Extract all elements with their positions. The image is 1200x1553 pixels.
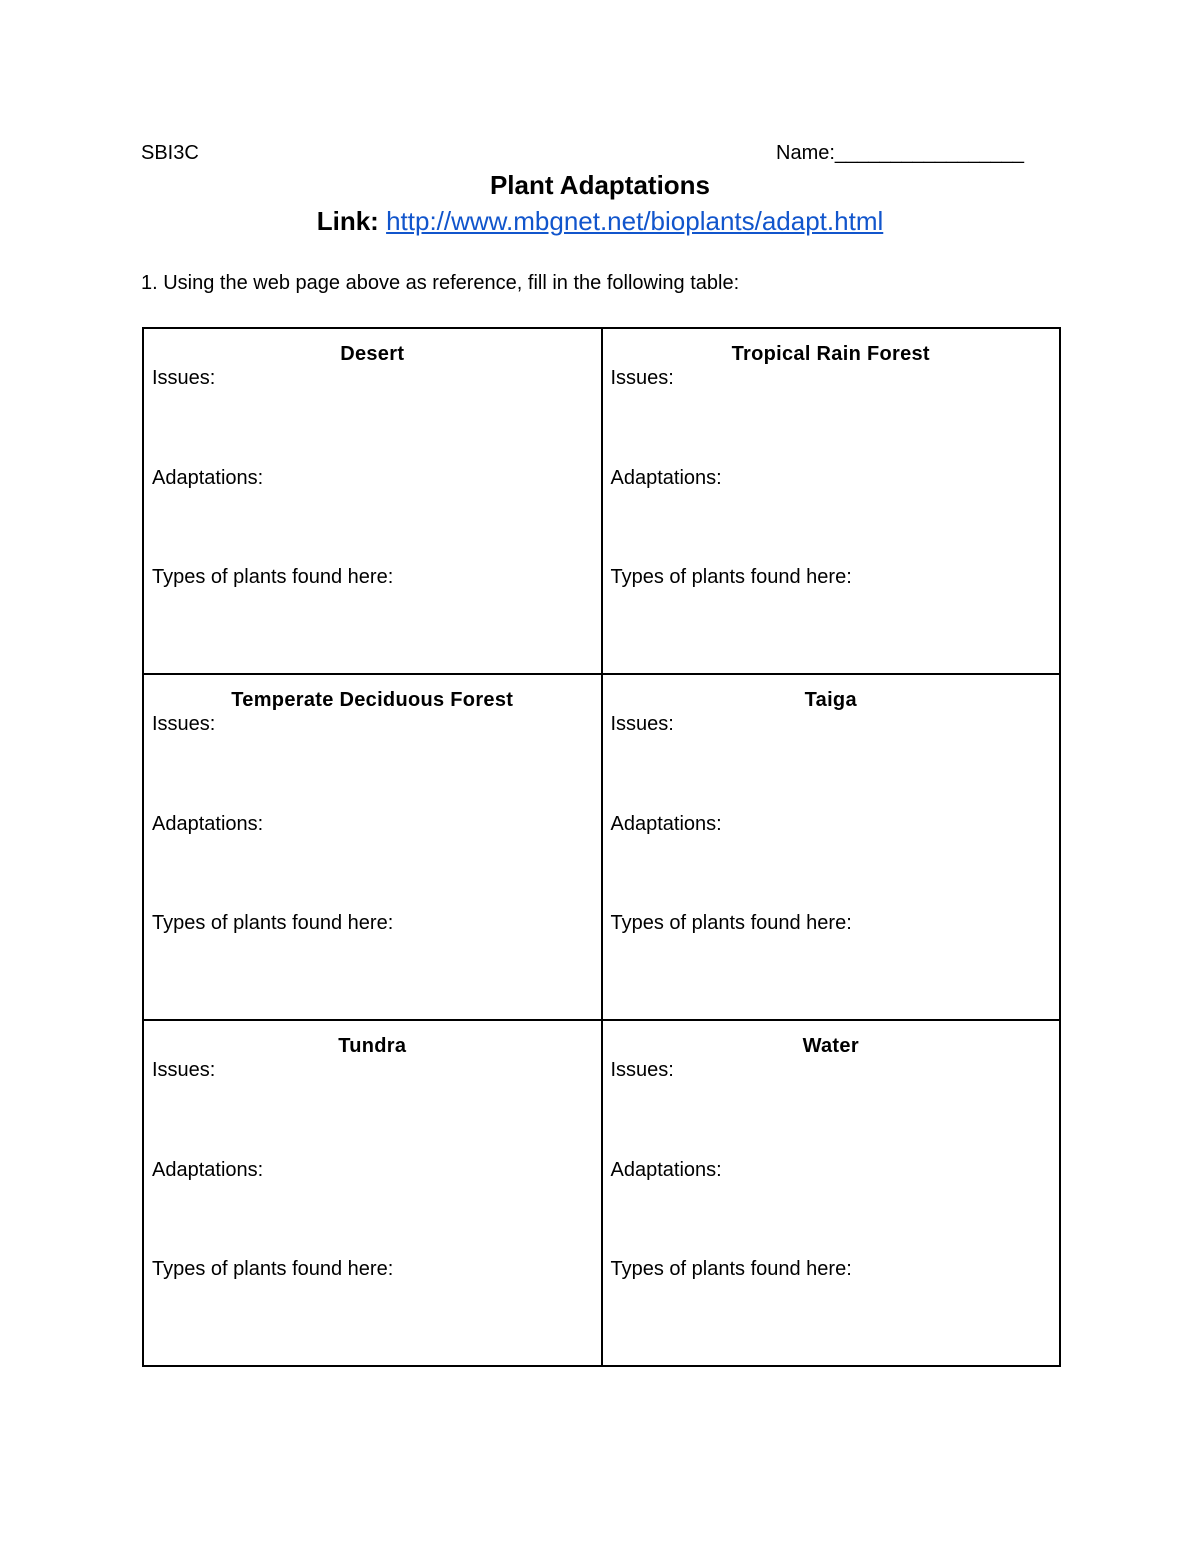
biome-title: Water: [802, 1035, 859, 1057]
plant-types-label: Types of plants found here:: [152, 912, 394, 934]
table-row: [143, 674, 1060, 1020]
adaptations-label: Adaptations:: [610, 813, 722, 835]
biome-table: [142, 327, 1061, 1367]
plant-types-label: Types of plants found here:: [610, 1258, 852, 1280]
plant-types-label: Types of plants found here:: [610, 566, 852, 588]
adaptations-label: Adaptations:: [152, 467, 264, 489]
link-line: [0, 206, 1200, 237]
biome-title: Desert: [340, 343, 405, 365]
issues-label: Issues:: [610, 713, 674, 735]
biome-cell[interactable]: [602, 674, 1061, 1020]
course-code: SBI3C: [141, 142, 199, 164]
issues-label: Issues:: [610, 367, 674, 389]
adaptations-label: Adaptations:: [610, 1159, 722, 1181]
adaptations-label: Adaptations:: [152, 1159, 264, 1181]
plant-types-label: Types of plants found here:: [610, 912, 852, 934]
biome-cell[interactable]: [143, 1020, 602, 1366]
biome-title: Temperate Deciduous Forest: [231, 689, 514, 711]
biome-title: Tropical Rain Forest: [731, 343, 930, 365]
plant-types-label: Types of plants found here:: [152, 1258, 394, 1280]
issues-label: Issues:: [152, 367, 216, 389]
instruction-text: 1. Using the web page above as reference, fill in the following table:: [141, 272, 740, 294]
biome-title: Taiga: [804, 689, 857, 711]
page-title: Plant Adaptations: [489, 170, 711, 200]
biome-cell[interactable]: [602, 328, 1061, 674]
biome-cell[interactable]: [602, 1020, 1061, 1366]
plant-types-label: Types of plants found here:: [152, 566, 394, 588]
adaptations-label: Adaptations:: [610, 467, 722, 489]
table-row: [143, 1020, 1060, 1366]
biome-cell[interactable]: [143, 328, 602, 674]
link-label: Link:: [316, 206, 379, 236]
adaptations-label: Adaptations:: [152, 813, 264, 835]
reference-link[interactable]: http://www.mbgnet.net/bioplants/adapt.html: [386, 206, 884, 236]
issues-label: Issues:: [610, 1059, 674, 1081]
table-row: [143, 328, 1060, 674]
biome-cell[interactable]: [143, 674, 602, 1020]
issues-label: Issues:: [152, 713, 216, 735]
issues-label: Issues:: [152, 1059, 216, 1081]
name-field-label[interactable]: Name:_________________: [776, 142, 1024, 164]
biome-title: Tundra: [338, 1035, 407, 1057]
